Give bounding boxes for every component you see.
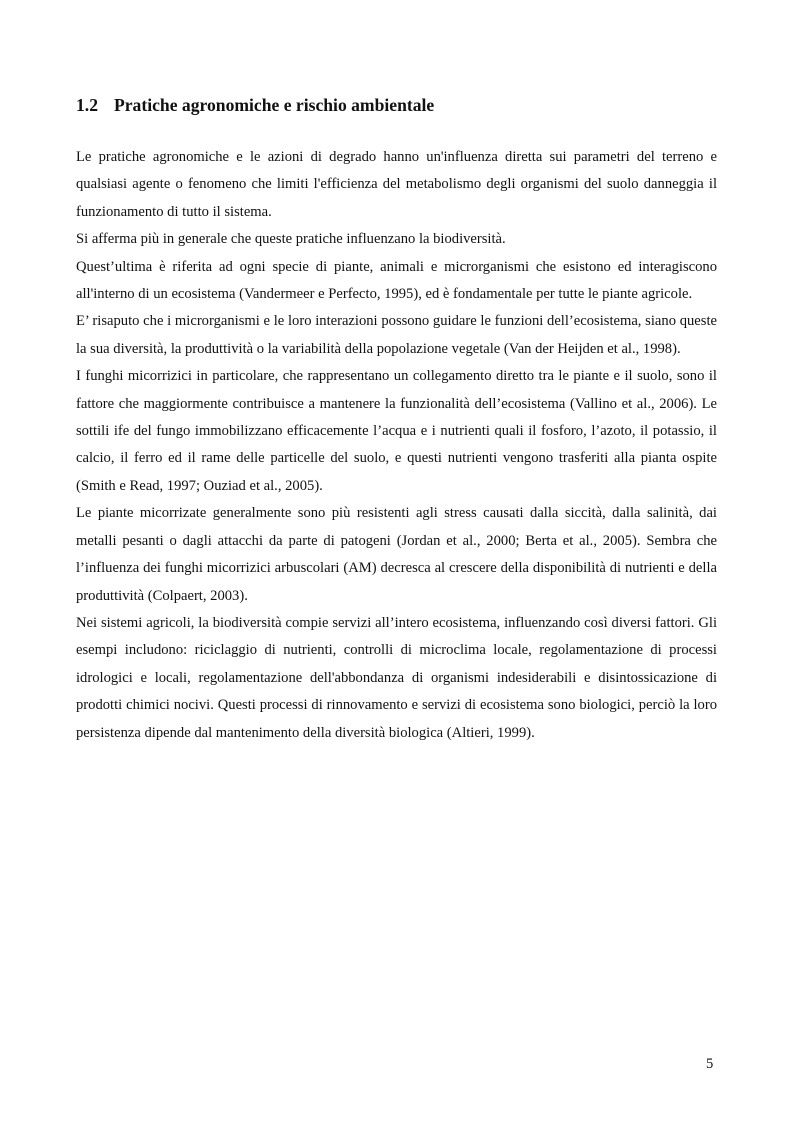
paragraph: Si afferma più in generale che queste pratiche influenzano la biodiversità. — [76, 231, 506, 248]
paragraph: Le pratiche agronomiche e le azioni di degrado hanno un'influenza diretta sui parametri del terreno e qualsiasi agente o fenomeno che limiti l'efficienza del metabolismo degli organismi del suolo danneggia il funzionamento di tutto il sistema. — [76, 149, 717, 220]
page-number: 5 — [706, 1056, 714, 1072]
section-heading — [76, 94, 434, 116]
paragraph: I funghi micorrizici in particolare, che rappresentano un collegamento diretto tra le piante e il suolo, sono il fattore che maggiormente contribuisce a mantenere la funzionalità dell’ecosistema (Vallino et al., 2006). Le sottili ife del fungo immobilizzano efficacemente l’acqua e i nutrienti quali il fosforo, l’azoto, il potassio, il calcio, il ferro ed il rame delle particelle del suolo, e questi nutrienti vengono trasferiti alla pianta ospite (Smith e Read, 1997; Ouziad et al., 2005). — [76, 368, 717, 494]
paragraph: Quest’ultima è riferita ad ogni specie di piante, animali e microrganismi che esistono ed interagiscono all'interno di un ecosistema (Vandermeer e Perfecto, 1995), ed è fondamentale per tutte le piante agricole. — [76, 258, 717, 303]
body-text — [76, 144, 717, 747]
paragraph: E’ risaputo che i microrganismi e le loro interazioni possono guidare le funzioni dell’ecosistema, siano queste la sua diversità, la produttività o la variabilità della popolazione vegetale (Van der Heijden et al., 1998). — [76, 313, 717, 357]
paragraph: Nei sistemi agricoli, la biodiversità compie servizi all’intero ecosistema, influenzando così diversi fattori. Gli esempi includono: riciclaggio di nutrienti, controlli di microclima locale, regolamentazione di processi idrologici e locali, regolamentazione dell'abbondanza di organismi indesiderabili e disintossicazione di prodotti chimici nocivi. Questi processi di rinnovamento e servizi di ecosistema sono biologici, perciò la loro persistenza dipende dal mantenimento della diversità biologica (Altieri, 1999). — [76, 614, 717, 741]
section-number: 1.2 — [76, 95, 98, 115]
section-title: Pratiche agronomiche e rischio ambientale — [114, 95, 435, 115]
paragraph: Le piante micorrizate generalmente sono più resistenti agli stress causati dalla siccità, dalla salinità, dai metalli pesanti o dagli attacchi da parte di patogeni (Jordan et al., 2000; Berta et al., 2005). Sembra che l’influenza dei funghi micorrizici arbuscolari (AM) decresca al crescere della disponibilità di nutrienti e della produttività (Colpaert, 2003). — [76, 505, 717, 604]
